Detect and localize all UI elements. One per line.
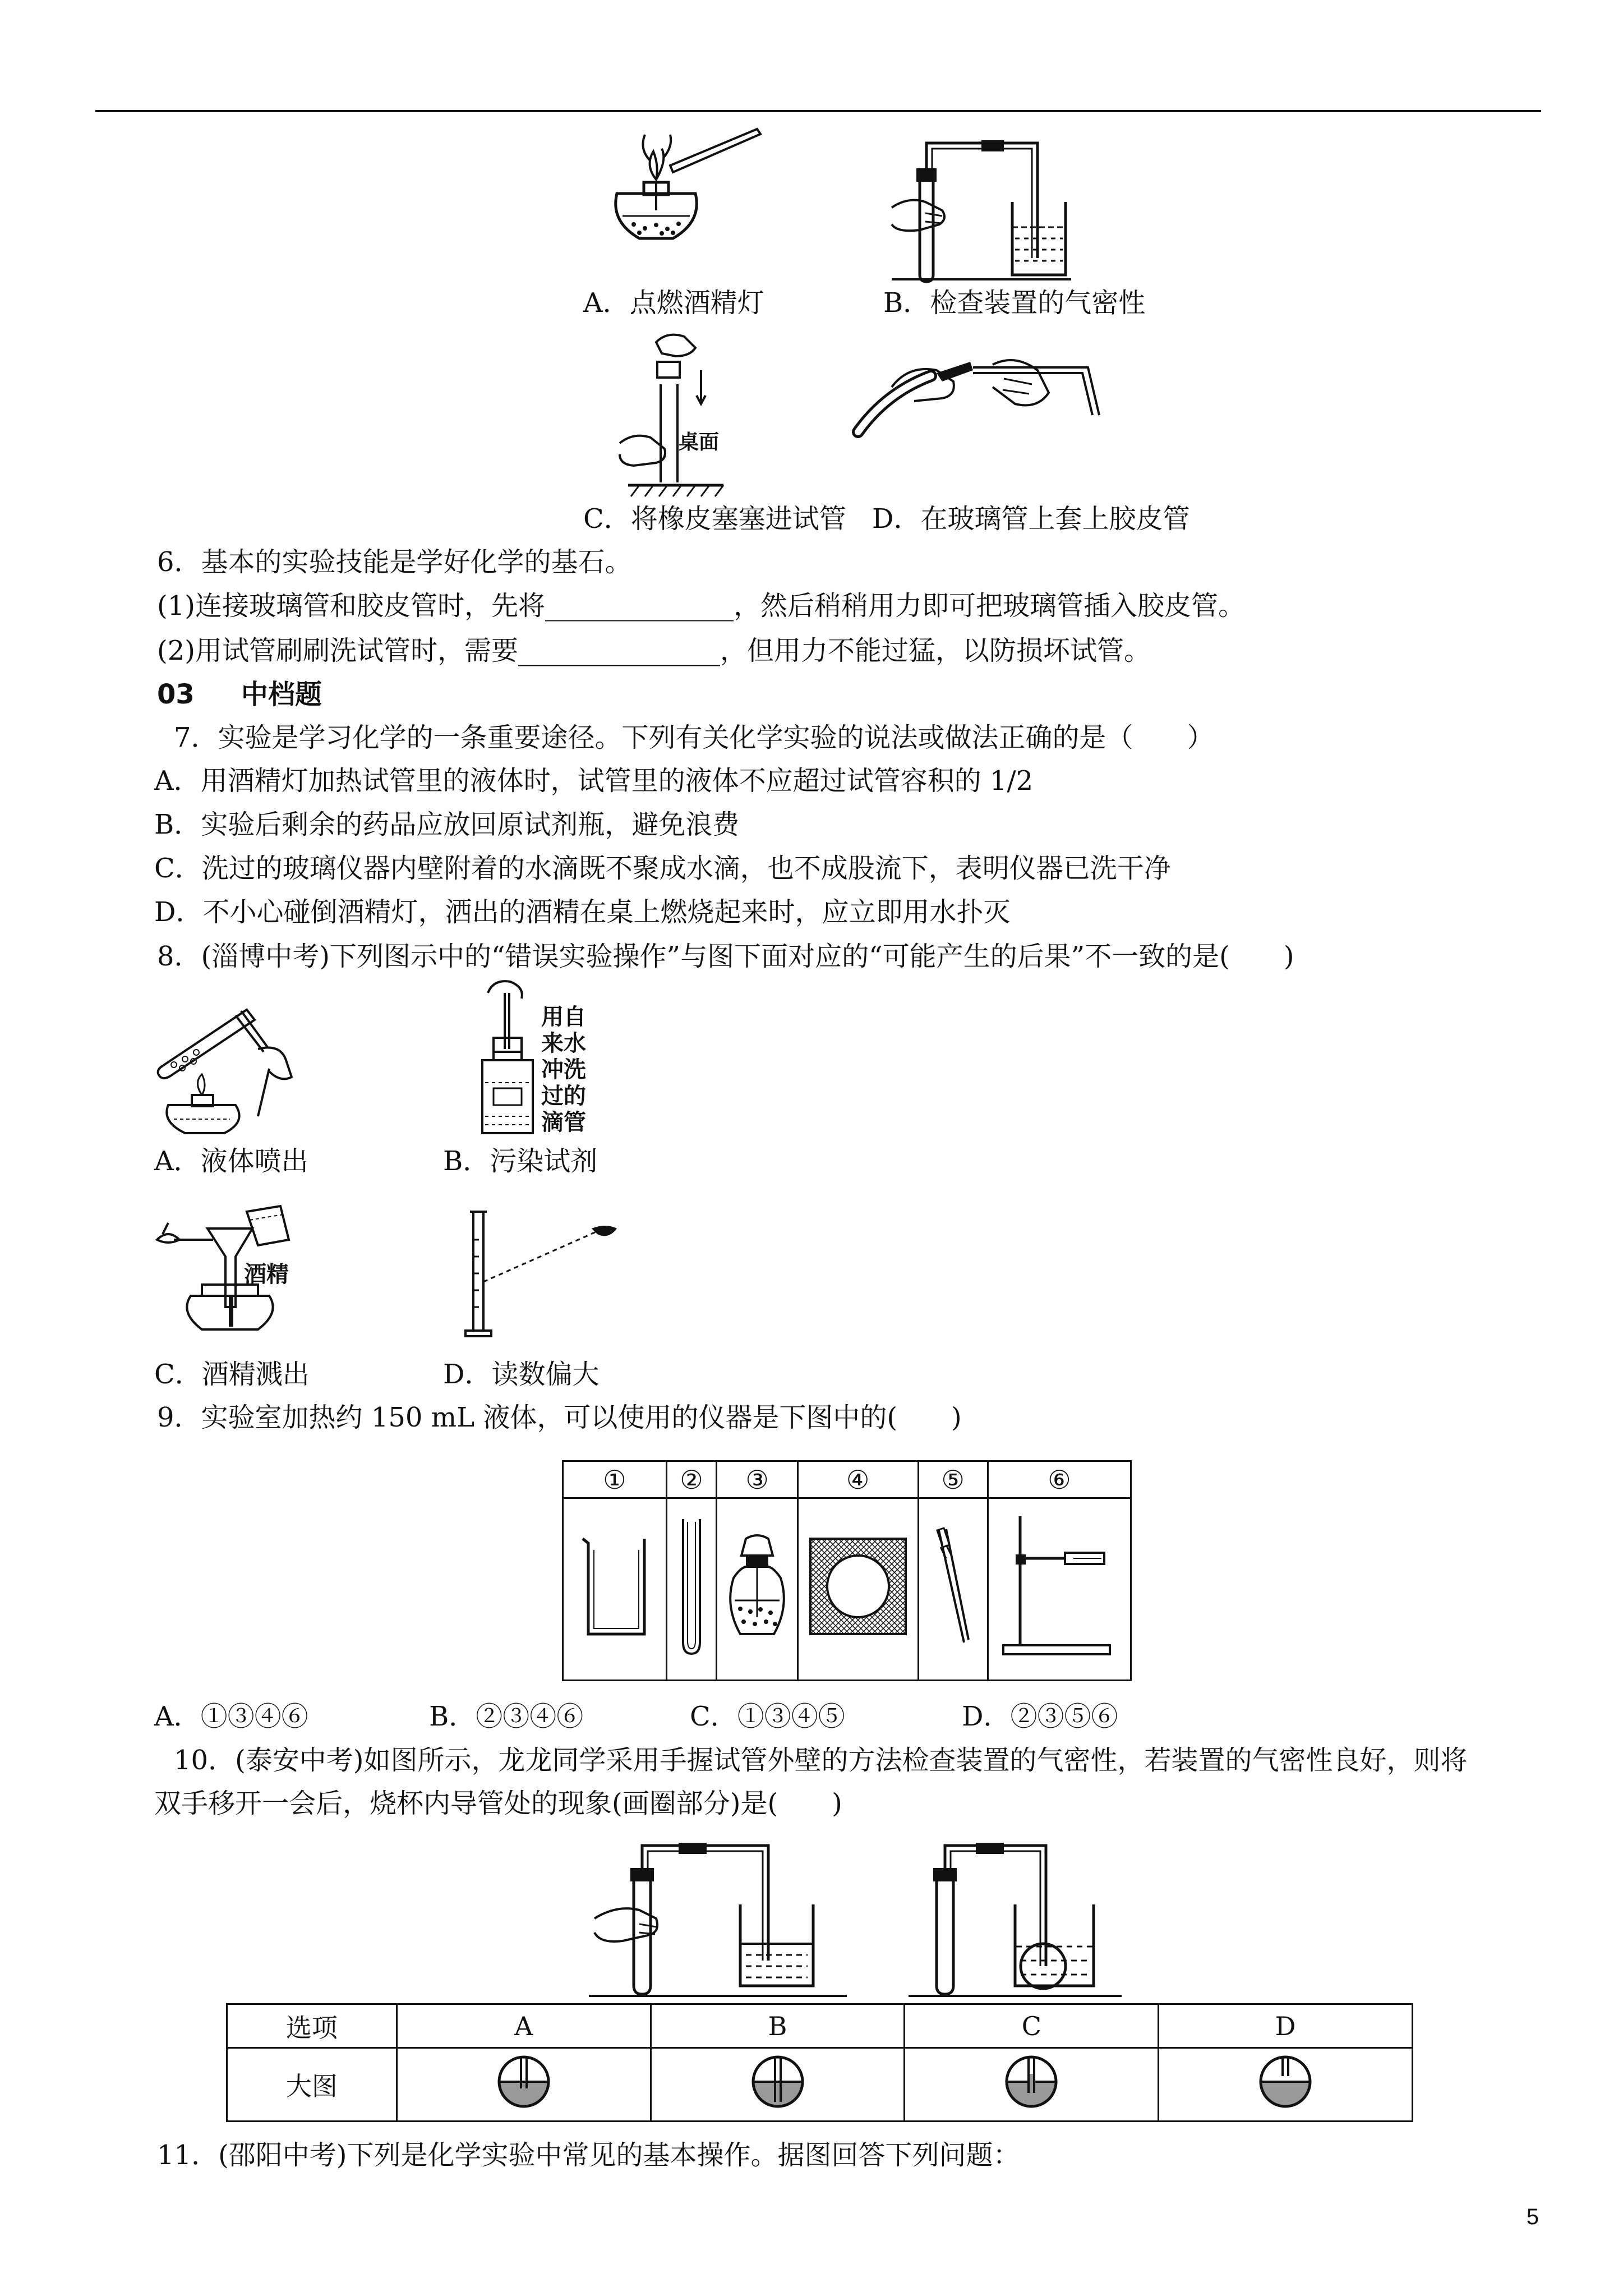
q8-option-c: C．酒精溅出 — [154, 1359, 310, 1390]
circle-diagram-d-icon — [1257, 2054, 1313, 2110]
q8-b-label — [541, 1004, 586, 1136]
crucible-tongs-icon — [930, 1525, 975, 1648]
q9-option-a: A．①③④⑥ — [154, 1701, 308, 1732]
q9-stand-cell — [988, 1498, 1131, 1681]
beaker-icon — [578, 1533, 651, 1640]
q5-option-d: D．在玻璃管上套上胶皮管 — [872, 503, 1190, 535]
figure-check-airtight — [886, 135, 1077, 286]
q10-line1: 10．(泰安中考)如图所示，龙龙同学采用手握试管外壁的方法检查装置的气密性，若装置的气密性良好，则将 — [174, 1745, 1468, 1776]
q8-b-label-line: 用自 — [541, 1004, 586, 1030]
q7-option-c: C．洗过的玻璃仪器内壁附着的水滴既不聚成水滴，也不成股流下，表明仪器已洗干净 — [154, 853, 1171, 884]
q9-instrument-table — [562, 1460, 1132, 1681]
figure-airtight-released — [909, 1840, 1144, 2003]
q10-option-d-cell — [1159, 2048, 1413, 2122]
header-rule — [95, 110, 1541, 112]
circle-diagram-b-icon — [750, 2054, 806, 2110]
figure-heat-tube — [151, 999, 320, 1139]
q10-header-b: B — [651, 2004, 905, 2048]
q9-test-tube-cell — [666, 1498, 717, 1681]
q10-option-table — [226, 2003, 1413, 2122]
q6-stem: 6．基本的实验技能是学好化学的基石。 — [157, 546, 632, 578]
q10-option-a-cell — [396, 2048, 651, 2122]
q10-header-label: 选项 — [227, 2004, 397, 2048]
q9-header-cell: ① — [563, 1461, 667, 1498]
q8-b-label-line: 来水 — [541, 1030, 586, 1056]
q6-part1: (1)连接玻璃管和胶皮管时，先将______________，然后稍稍用力即可把玻璃管插入胶皮管。 — [157, 590, 1245, 622]
q8-option-b: B．污染试剂 — [443, 1145, 598, 1177]
q6-part2: (2)用试管刷刷洗试管时，需要_______________，但用力不能过猛，以防损坏试管。 — [157, 635, 1151, 666]
q10-header-c: C — [905, 2004, 1159, 2048]
circle-diagram-a-icon — [496, 2054, 552, 2110]
q8-c-label: 酒精 — [244, 1262, 289, 1287]
q5-c-desk-label: 桌面 — [679, 431, 720, 454]
q10-option-b-cell — [651, 2048, 905, 2122]
q5-option-b: B．检查装置的气密性 — [883, 287, 1146, 319]
q9-tongs-cell — [918, 1498, 988, 1681]
q9-option-c: C．①③④⑤ — [690, 1701, 845, 1732]
q9-option-b: B．②③④⑥ — [429, 1701, 584, 1732]
q10-header-d: D — [1159, 2004, 1413, 2048]
q9-beaker-cell — [563, 1498, 667, 1681]
q8-option-d: D．读数偏大 — [443, 1359, 600, 1390]
q10-row-label: 大图 — [227, 2048, 397, 2122]
figure-read-cylinder — [460, 1206, 628, 1341]
q9-gauze-cell — [797, 1498, 918, 1681]
circle-diagram-c-icon — [1003, 2054, 1059, 2110]
q8-stem: 8．(淄博中考)下列图示中的“错误实验操作”与图下面对应的“可能产生的后果”不一致的是( ) — [157, 941, 1294, 972]
q5-option-c: C．将橡皮塞塞进试管 — [583, 503, 846, 535]
q9-header-cell: ⑤ — [918, 1461, 988, 1498]
q8-option-a: A．液体喷出 — [154, 1145, 308, 1177]
section-number: 03 — [157, 679, 195, 710]
q9-header-cell: ③ — [717, 1461, 797, 1498]
test-tube-icon — [677, 1516, 706, 1657]
q8-b-label-line: 过的 — [541, 1083, 586, 1109]
figure-light-lamp — [606, 126, 763, 283]
q10-header-a: A — [396, 2004, 651, 2048]
q7-option-a: A．用酒精灯加热试管里的液体时，试管里的液体不应超过试管容积的 1/2 — [154, 765, 1034, 797]
q11-stem: 11．(邵阳中考)下列是化学实验中常见的基本操作。据图回答下列问题： — [157, 2139, 1020, 2171]
q9-option-d: D．②③⑤⑥ — [962, 1701, 1118, 1732]
q10-option-c-cell — [905, 2048, 1159, 2122]
figure-attach-tube — [852, 325, 1110, 449]
q7-option-b: B．实验后剩余的药品应放回原试剂瓶，避免浪费 — [154, 809, 740, 840]
iron-stand-icon — [998, 1511, 1121, 1662]
q9-header-cell: ⑥ — [988, 1461, 1131, 1498]
q9-header-cell: ④ — [797, 1461, 918, 1498]
page-number: 5 — [1526, 2205, 1539, 2229]
q7-stem: 7．实验是学习化学的一条重要途径。下列有关化学实验的说法或做法正确的是（ ） — [174, 722, 1214, 753]
figure-airtight-hand — [589, 1840, 880, 2003]
q5-option-a: A．点燃酒精灯 — [583, 287, 764, 319]
wire-gauze-icon — [808, 1536, 909, 1637]
q7-option-d: D．不小心碰倒酒精灯，洒出的酒精在桌上燃烧起来时，应立即用水扑灭 — [154, 896, 1011, 928]
figure-insert-stopper — [611, 331, 746, 499]
q9-stem: 9．实验室加热约 150 mL 液体，可以使用的仪器是下图中的( ) — [157, 1402, 962, 1433]
q10-line2: 双手移开一会后，烧杯内导管处的现象(画圈部分)是( ) — [154, 1788, 842, 1819]
q8-b-label-line: 冲洗 — [541, 1057, 586, 1083]
section-title: 中档题 — [241, 679, 322, 710]
q9-header-cell: ② — [666, 1461, 717, 1498]
alcohol-lamp-icon — [723, 1533, 791, 1640]
q9-lamp-cell — [717, 1498, 797, 1681]
q8-b-label-line: 滴管 — [541, 1110, 586, 1135]
